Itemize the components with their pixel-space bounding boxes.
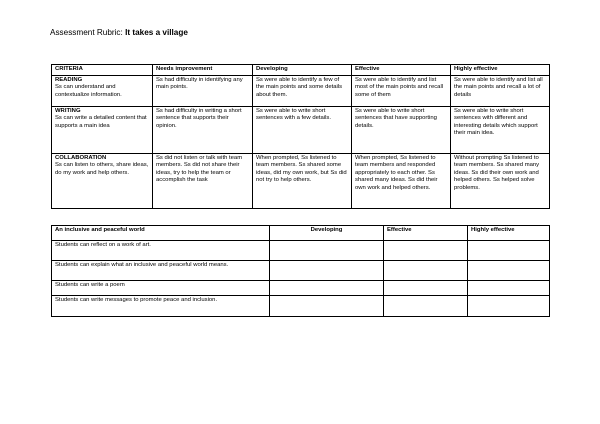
table-row	[52, 153, 550, 208]
criteria-description: Ss can listen to others, share ideas, do my work and help others.	[55, 162, 149, 176]
criteria-name: READING	[55, 76, 83, 83]
table-row	[52, 106, 550, 153]
table-cell: Ss did not listen or talk with team members. Ss did not share their ideas, try to help the team or accomplish the task	[153, 153, 253, 208]
table-cell: Ss had difficulty in writing a short sentence that supports their opinion.	[153, 106, 253, 153]
empty-cell	[468, 261, 550, 281]
empty-cell	[468, 281, 550, 296]
empty-cell	[270, 261, 384, 281]
criteria-description: Ss can write a detailed content that supports a main idea	[55, 115, 147, 129]
criteria-cell-reading	[52, 75, 153, 106]
header-effective: Effective	[352, 65, 451, 76]
header-effective: Effective	[384, 226, 468, 241]
table-row	[52, 75, 550, 106]
title-prefix: Assessment Rubric:	[50, 28, 123, 37]
inclusive-world-rubric-table	[51, 225, 550, 317]
table-cell: Students can reflect on a work of art.	[52, 241, 270, 261]
table-cell: When prompted, Ss listened to team members. Ss shared some ideas, did my own work, but Ss did not try to help others.	[253, 153, 352, 208]
table-cell: Ss were able to identify a few of the main points and some details about them.	[253, 75, 352, 106]
empty-cell	[384, 241, 468, 261]
assessment-rubric-table	[51, 64, 550, 209]
empty-cell	[270, 281, 384, 296]
table-cell: Ss were able to write short sentences with a few details.	[253, 106, 352, 153]
title-name: It takes a village	[125, 28, 188, 37]
table-cell: Students can write a poem	[52, 281, 270, 296]
empty-cell	[384, 281, 468, 296]
table-cell: When prompted, Ss listened to team members and responded appropriately to each other. Ss shared many ideas. Ss did their own work and helped others.	[352, 153, 451, 208]
criteria-description: Ss can understand and contextualize information.	[55, 84, 122, 98]
table-cell: Ss were able to identify and list all the main points and recall a lot of details	[451, 75, 550, 106]
criteria-name: WRITING	[55, 107, 81, 114]
empty-cell	[270, 241, 384, 261]
table-cell: Ss had difficulty in identifying any main points.	[153, 75, 253, 106]
table-cell: Ss were able to write short sentences that have supporting details.	[352, 106, 451, 153]
table-cell: Ss were able to write short sentences with different and interesting details which support their main idea.	[451, 106, 550, 153]
criteria-cell-writing	[52, 106, 153, 153]
table-row	[52, 281, 550, 296]
header-developing: Developing	[270, 226, 384, 241]
empty-cell	[468, 241, 550, 261]
table-header-row	[52, 226, 550, 241]
header-highly-effective: Highly effective	[451, 65, 550, 76]
empty-cell	[384, 261, 468, 281]
table-cell: Without prompting Ss listened to team members. Ss shared many ideas. Ss did their own work and helped others. Ss helped solve problems.	[451, 153, 550, 208]
table-cell: Students can explain what an inclusive and peaceful world means.	[52, 261, 270, 281]
header-inclusive-world: An inclusive and peaceful world	[52, 226, 270, 241]
table-row	[52, 296, 550, 317]
header-needs-improvement: Needs improvement	[153, 65, 253, 76]
criteria-cell-collaboration	[52, 153, 153, 208]
header-criteria: CRITERIA	[52, 65, 153, 76]
criteria-name: COLLABORATION	[55, 154, 107, 161]
table-row	[52, 241, 550, 261]
table-header-row	[52, 65, 550, 76]
empty-cell	[468, 296, 550, 317]
header-highly-effective: Highly effective	[468, 226, 550, 241]
table-cell: Students can write messages to promote peace and inclusion.	[52, 296, 270, 317]
table-row	[52, 261, 550, 281]
empty-cell	[384, 296, 468, 317]
empty-cell	[270, 296, 384, 317]
document-title	[50, 28, 188, 37]
header-developing: Developing	[253, 65, 352, 76]
table-cell: Ss were able to identify and list most of the main points and recall some of them	[352, 75, 451, 106]
